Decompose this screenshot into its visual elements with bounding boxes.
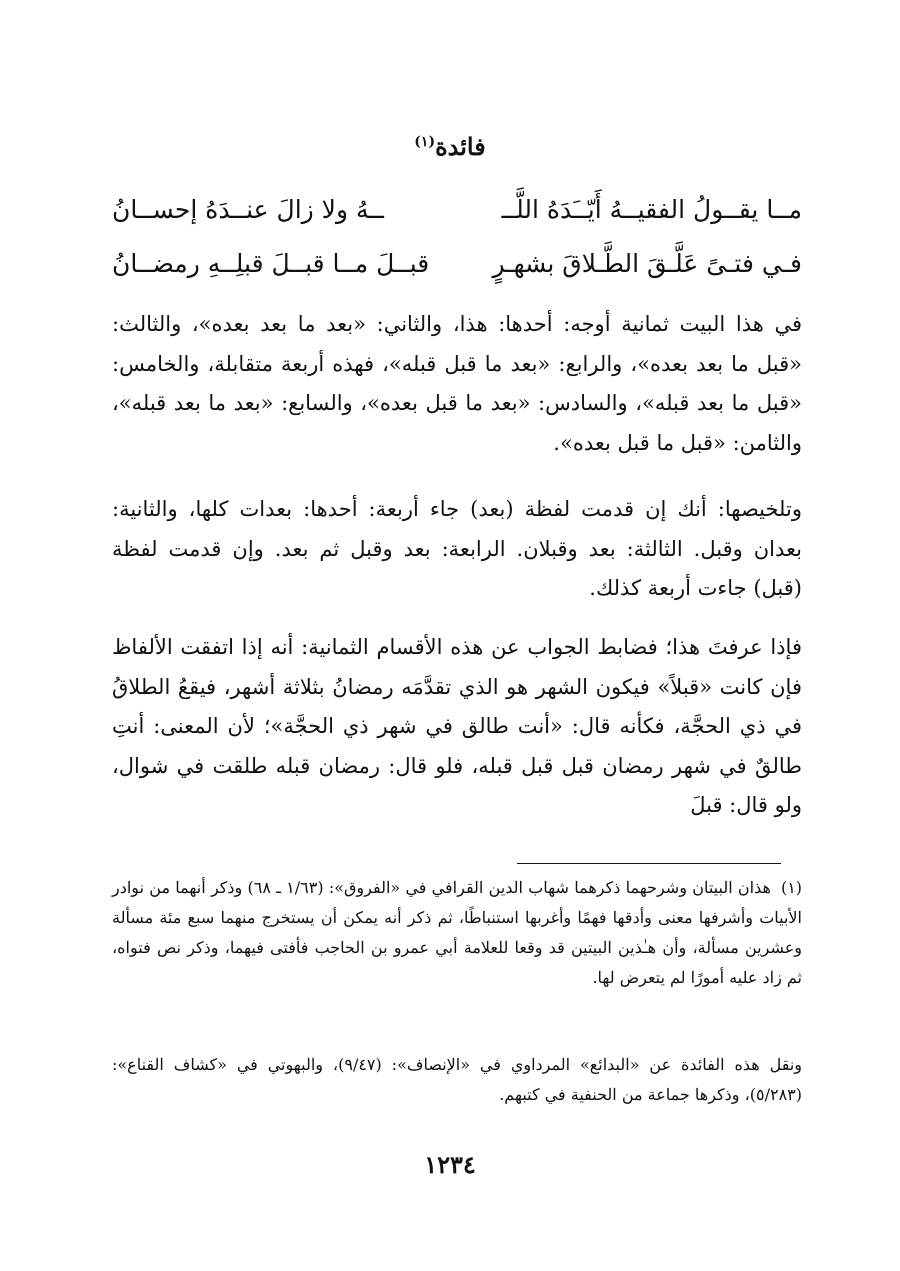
section-heading (0, 132, 900, 161)
footnote-reference: (١) (414, 134, 436, 150)
verse-first-hemistich: مــا يقــولُ الفقيــهُ أَيّــَدَهُ اللَّــ (501, 194, 802, 224)
footnote-1 (112, 873, 802, 1053)
footnote-text: هذان البيتان وشرحهما ذكرهما شهاب الدين القرافي في «الفروق»: (١/٦٣ ـ ٦٨) وذكر أنهما من نوادر الأبيات وأشرفها معنى وأدقها فهمًا وأغربها استنباطًا، ثم ذكر أنه يمكن أن يستخرج منهما سبع مئة مسألة وعشرين مسألة، وأن هـٰذين البيتين قد وقعا للعلامة أبي عمرو بن الحاجب فأفتى فيهما، وذكر نص فتواه، ثم زاد عليه أمورًا لم يتعرض لها. (112, 878, 802, 987)
page-number: ١٢٣٤ (424, 1150, 476, 1179)
verse-second-hemistich: قبــلَ مــا قبــلَ قبلِــهِ رمضــانُ (112, 248, 430, 278)
paragraph-eight-aspects: في هذا البيت ثمانية أوجه: أحدها: هذا، والثاني: «بعد ما بعد بعده»، والثالث: «قبل ما بعد بعده»، والرابع: «بعد ما قبل قبله»، فهذه أربعة متقابلة، والخامس: «قبل ما بعد قبله»، والسادس: «بعد ما قبل بعده»، والسابع: «بعد ما بعد قبله»، والثامن: «قبل ما قبل بعده». (112, 312, 802, 455)
heading-title: فائدة (435, 132, 486, 161)
footnote-text: ونقل هذه الفائدة عن «البدائع» المرداوي في «الإنصاف»: (٩/٤٧)، والبهوتي في «كشاف القناع»: (٥/٢٨٣)، وذكرها جماعة من الحنفية في كتبهم. (112, 1055, 802, 1104)
paragraph-answer-rule: فإذا عرفتَ هذا؛ فضابط الجواب عن هذه الأقسام الثمانية: أنه إذا اتفقت الألفاظ فإن كانت «قبلاً» فيكون الشهر هو الذي تقدَّمَه رمضانُ بثلاثة أشهر، فيقعُ الطلاقُ في ذي الحجَّة، فكأنه قال: «أنت طالق في شهر ذي الحجَّة»؛ لأن المعنى: أنتِ طالقٌ في شهر رمضان قبل قبل قبله، فلو قال: رمضان قبله طلقت في شوال، ولو قال: قبلَ (112, 635, 802, 817)
poem-verse-2 (112, 240, 802, 286)
footnote-separator (517, 863, 781, 864)
footnote-number: (١) (780, 878, 803, 897)
paragraph-summary: وتلخيصها: أنك إن قدمت لفظة (بعد) جاء أربعة: أحدها: بعدات كلها، والثانية: بعدان وقبل. الثالثة: بعد وقبلان. الرابعة: بعد وقبل ثم بعد. وإن قدمت لفظة (قبل) جاءت أربعة كذلك. (112, 497, 802, 600)
verse-second-hemistich: ــهُ ولا زالَ عنــدَهُ إحســانُ (112, 194, 385, 224)
poem-verse-1 (112, 186, 802, 232)
verse-first-hemistich: فـي فتـىً عَلَّـقَ الطَّـلاقَ بشهـرٍ (492, 248, 802, 278)
footnote-1-continuation (112, 1050, 802, 1112)
